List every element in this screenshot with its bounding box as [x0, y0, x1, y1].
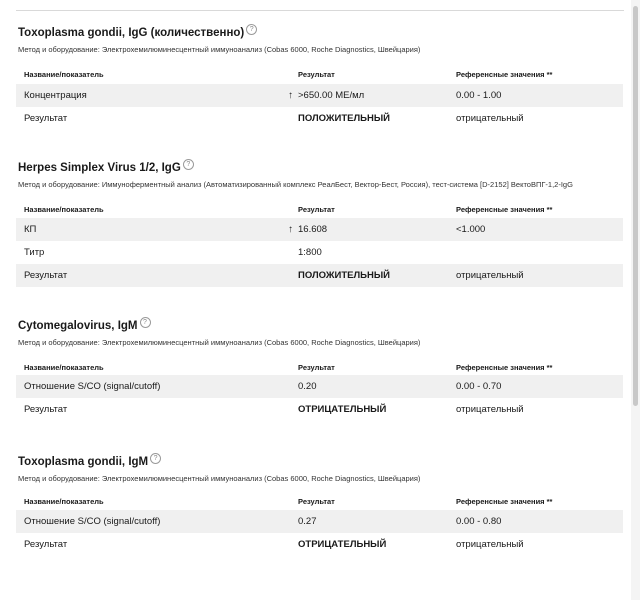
vertical-scrollbar[interactable] [631, 0, 640, 600]
method-text: Метод и оборудование: Электрохемилюминесцентный иммуноанализ (Cobas 6000, Roche Diagnostics, Швейцария) [18, 338, 421, 347]
col-header-result: Результат [298, 205, 335, 214]
col-header-name: Название/показатель [24, 205, 104, 214]
col-header-result: Результат [298, 70, 335, 79]
row-result: 0.20 [298, 381, 317, 392]
col-header-reference: Референсные значения ** [456, 205, 553, 214]
row-result: ПОЛОЖИТЕЛЬНЫЙ [298, 270, 390, 281]
col-header-name: Название/показатель [24, 70, 104, 79]
row-name: КП [24, 224, 37, 235]
row-name: Результат [24, 539, 68, 550]
help-icon[interactable]: ? [150, 453, 161, 464]
table-header [16, 205, 623, 219]
section-title: Toxoplasma gondii, IgG (количественно) ? [18, 24, 257, 39]
row-result: >650.00 МЕ/мл [298, 90, 365, 101]
row-reference: 0.00 - 0.80 [456, 516, 502, 527]
col-header-result: Результат [298, 363, 335, 372]
col-header-name: Название/показатель [24, 363, 104, 372]
row-result: ОТРИЦАТЕЛЬНЫЙ [298, 404, 387, 415]
method-text: Метод и оборудование: Электрохемилюминесцентный иммуноанализ (Cobas 6000, Roche Diagnostics, Швейцария) [18, 474, 421, 483]
row-reference: 0.00 - 0.70 [456, 381, 502, 392]
arrow-up-icon: ↑ [288, 224, 293, 235]
row-reference: отрицательный [456, 270, 524, 281]
table-row [16, 84, 623, 107]
row-name: Титр [24, 247, 45, 258]
row-reference: отрицательный [456, 539, 524, 550]
row-name: Результат [24, 113, 68, 124]
scrollbar-thumb[interactable] [633, 6, 638, 406]
table-row [16, 533, 623, 556]
help-icon[interactable]: ? [183, 159, 194, 170]
method-text: Метод и оборудование: Иммуноферментный анализ (Автоматизированный комплекс РеалБест, Вектор-Бест, Россия), тест-система [D-2152] ВектоВПГ-1,2-IgG [18, 180, 573, 189]
table-row [16, 510, 623, 533]
row-result: 16.608 [298, 224, 328, 235]
row-name: Отношение S/CO (signal/cutoff) [24, 516, 161, 527]
row-result: ОТРИЦАТЕЛЬНЫЙ [298, 539, 387, 550]
lab-results-panel [16, 0, 625, 600]
table-header [16, 70, 623, 84]
row-reference: отрицательный [456, 404, 524, 415]
col-header-reference: Референсные значения ** [456, 363, 553, 372]
section-title: Toxoplasma gondii, IgM ? [18, 453, 161, 468]
table-row [16, 264, 623, 287]
method-text: Метод и оборудование: Электрохемилюминесцентный иммуноанализ (Cobas 6000, Roche Diagnostics, Швейцария) [18, 45, 421, 54]
table-row [16, 107, 623, 130]
row-name: Концентрация [24, 90, 87, 101]
table-row [16, 241, 623, 264]
col-header-reference: Референсные значения ** [456, 70, 553, 79]
row-reference: отрицательный [456, 113, 524, 124]
table-row [16, 375, 623, 398]
row-reference: 0.00 - 1.00 [456, 90, 502, 101]
help-icon[interactable]: ? [140, 317, 151, 328]
section-title: Cytomegalovirus, IgM ? [18, 317, 151, 332]
col-header-result: Результат [298, 497, 335, 506]
arrow-up-icon: ↑ [288, 90, 293, 101]
row-reference: <1.000 [456, 224, 486, 235]
section-title: Herpes Simplex Virus 1/2, IgG ? [18, 159, 194, 174]
table-row [16, 398, 623, 421]
table-header [16, 497, 623, 511]
row-name: Отношение S/CO (signal/cutoff) [24, 381, 161, 392]
row-name: Результат [24, 270, 68, 281]
row-result: 1:800 [298, 247, 322, 258]
help-icon[interactable]: ? [246, 24, 257, 35]
row-result: ПОЛОЖИТЕЛЬНЫЙ [298, 113, 390, 124]
row-result: 0.27 [298, 516, 317, 527]
row-name: Результат [24, 404, 68, 415]
col-header-name: Название/показатель [24, 497, 104, 506]
table-row [16, 218, 623, 241]
col-header-reference: Референсные значения ** [456, 497, 553, 506]
